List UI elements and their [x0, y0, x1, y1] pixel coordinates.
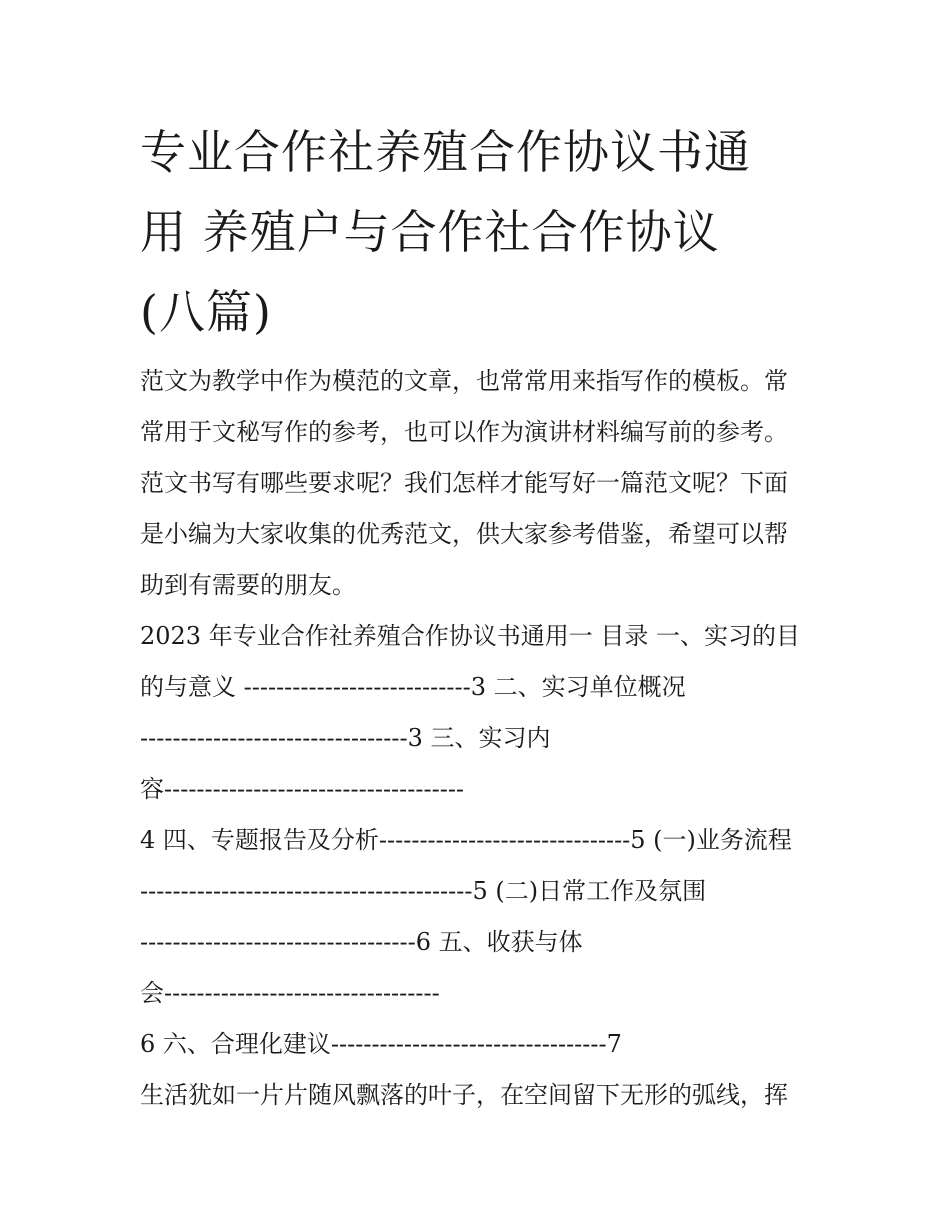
document-body: [140, 356, 820, 1121]
title-line: 专业合作社养殖合作协议书通: [140, 125, 751, 179]
toc-line: ---------------------------------3 三、实习内: [140, 724, 551, 752]
body-line: 助到有需要的朋友。: [140, 571, 356, 599]
toc-line: 容-------------------------------------: [140, 775, 465, 803]
toc-line: 6 六、合理化建议----------------------------------7: [140, 1030, 622, 1058]
body-line: 是小编为大家收集的优秀范文，供大家参考借鉴，希望可以帮: [140, 520, 788, 548]
toc-line: -----------------------------------------5 (二)日常工作及氛围: [140, 877, 707, 905]
title-line: (八篇): [140, 285, 272, 339]
body-line: 范文书写有哪些要求呢？我们怎样才能写好一篇范文呢？下面: [140, 469, 788, 497]
body-line: 生活犹如一片片随风飘落的叶子，在空间留下无形的弧线，挥: [140, 1081, 788, 1109]
title-line: 用 养殖户与合作社合作协议: [140, 205, 720, 259]
toc-line: 2023 年专业合作社养殖合作协议书通用一 目录 一、实习的目: [140, 622, 800, 650]
toc-line: 会----------------------------------: [140, 979, 440, 1007]
body-line: 范文为教学中作为模范的文章，也常常用来指写作的模板。常: [140, 367, 788, 395]
toc-line: 的与意义 ----------------------------3 二、实习单位概况: [140, 673, 686, 701]
document-title: [140, 112, 820, 352]
toc-line: ----------------------------------6 五、收获与体: [140, 928, 583, 956]
body-line: 常用于文秘写作的参考，也可以作为演讲材料编写前的参考。: [140, 418, 788, 446]
toc-line: 4 四、专题报告及分析-------------------------------5 (一)业务流程: [140, 826, 792, 854]
